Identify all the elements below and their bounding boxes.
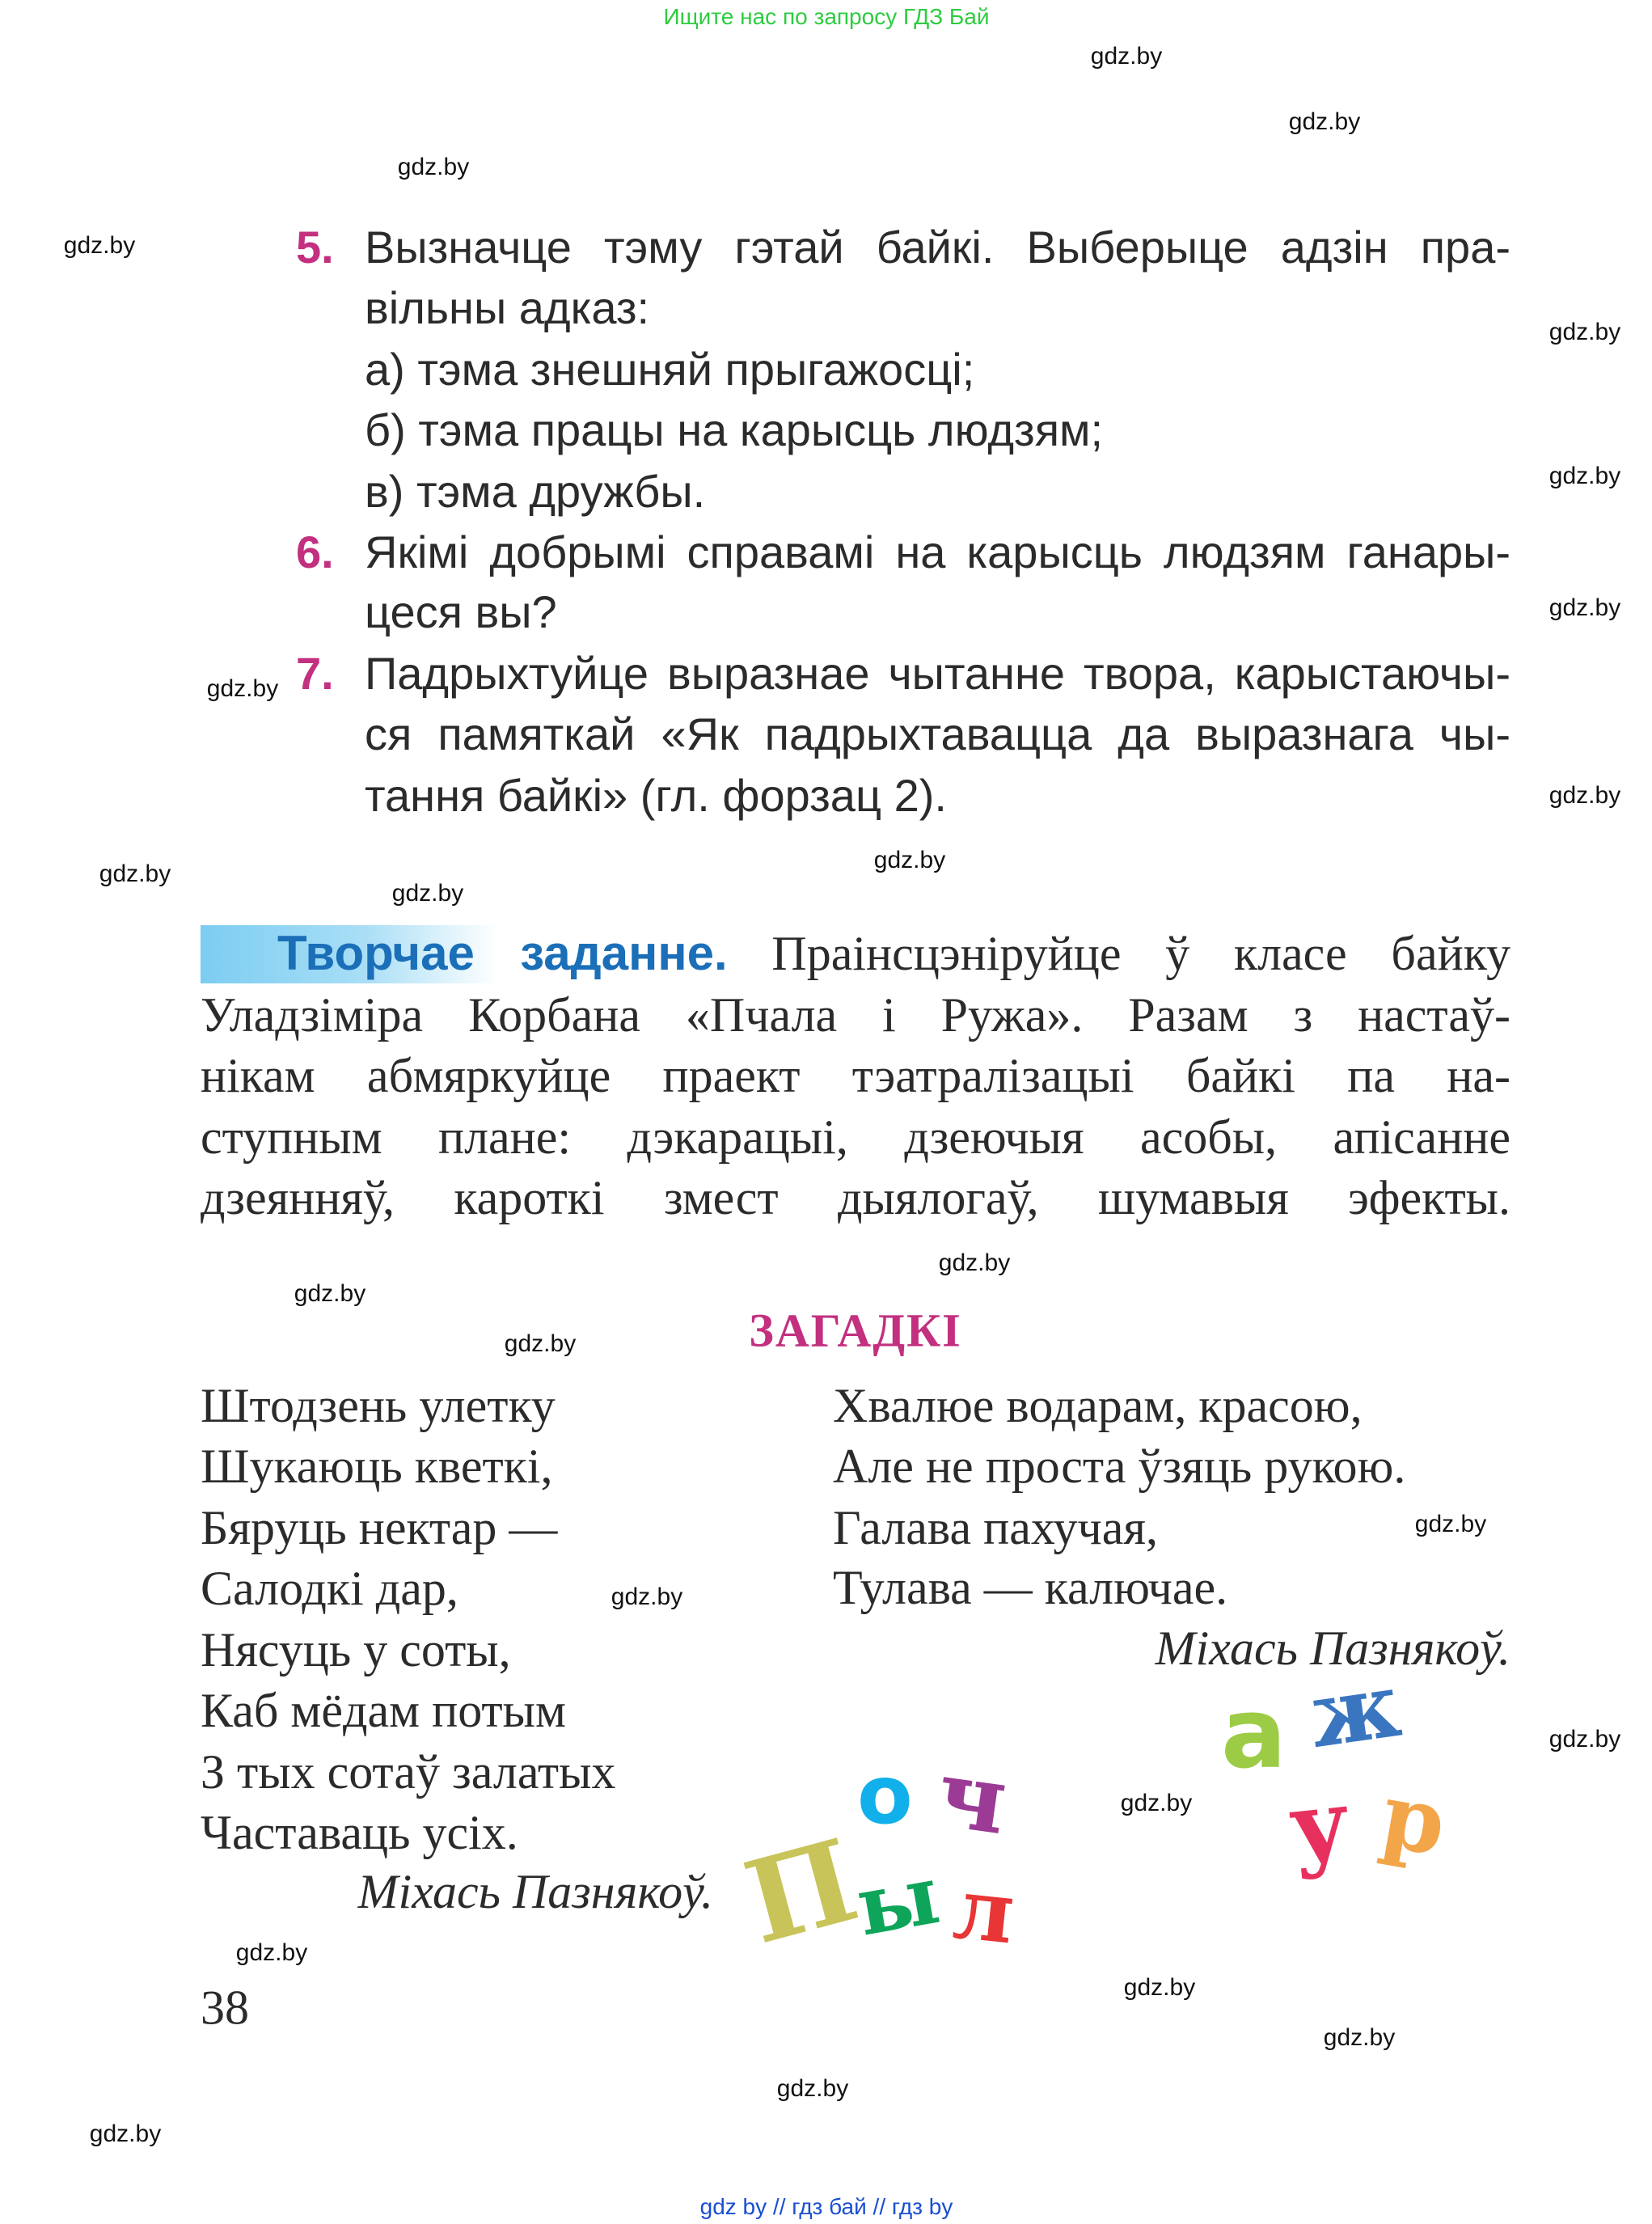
watermark: gdz.by — [1548, 1726, 1621, 1753]
watermark: gdz.by — [235, 1939, 308, 1966]
watermark: gdz.by — [1548, 319, 1621, 345]
watermark: gdz.by — [776, 2075, 849, 2102]
creative-task-label: Творчае заданне. — [277, 926, 728, 980]
question-text-line: Якімі добрымі справамі на карысць людзям ганары- — [365, 526, 1510, 577]
question-number: 5. — [296, 222, 334, 273]
answer-option-a: а) тэма знешняй прыгажосці; — [365, 344, 975, 395]
poem-author: Міхась Пазнякоў. — [1155, 1621, 1510, 1675]
letter-illustration: ч — [931, 1738, 1014, 1857]
watermark: gdz.by — [1123, 1974, 1196, 2001]
question-text-line: цеся вы? — [365, 586, 557, 637]
question-number: 7. — [296, 648, 334, 699]
watermark: gdz.by — [1548, 782, 1621, 809]
watermark: gdz.by — [873, 847, 946, 873]
watermark: gdz.by — [1288, 108, 1361, 135]
poem-line: Салодкі дар, — [201, 1562, 458, 1615]
creative-task-line — [201, 924, 1510, 983]
poem-line: Штодзень улетку — [201, 1379, 556, 1432]
watermark: gdz.by — [99, 860, 171, 887]
poem-line: Бяруць нектар — — [201, 1501, 558, 1554]
watermark: gdz.by — [1548, 594, 1621, 621]
letter-illustration: ы — [849, 1846, 946, 1955]
footer-links[interactable]: gdz by // гдз бай // гдз by — [699, 2194, 953, 2219]
answer-option-b: б) тэма працы на карысць людзям; — [365, 404, 1104, 455]
poem-line: Каб мёдам потым — [201, 1684, 566, 1737]
creative-task-line: нікам абмяркуйце праект тэатралізацыі байкі па на- — [201, 1049, 1510, 1102]
watermark: gdz.by — [1323, 2024, 1396, 2051]
watermark: gdz.by — [89, 2120, 162, 2147]
creative-task-line: дзеянняў, кароткі змест дыялогаў, шумавыя эфекты. — [201, 1171, 1510, 1224]
answer-option-c: в) тэма дружбы. — [365, 466, 706, 517]
poem-author: Міхась Пазнякоў. — [357, 1865, 713, 1918]
question-text-line: ся памяткай «Як падрыхтавацца да выразнага чы- — [365, 708, 1510, 759]
question-text-line: Падрыхтуйце выразнае чытанне твора, карыстаючы- — [365, 648, 1510, 699]
question-number: 6. — [296, 526, 334, 577]
watermark: gdz.by — [938, 1249, 1011, 1276]
poem-line: Частаваць усіх. — [201, 1806, 518, 1859]
watermark: gdz.by — [294, 1280, 366, 1307]
watermark: gdz.by — [397, 154, 470, 180]
promo-header-link[interactable]: Ищите нас по запросу ГДЗ Бай — [663, 4, 990, 29]
question-text-line: вільны адказ: — [365, 282, 650, 333]
watermark: gdz.by — [391, 880, 464, 907]
creative-task-line: ступным плане: дэкарацыі, дзеючыя асобы, апісанне — [201, 1110, 1510, 1164]
letter-illustration: л — [949, 1857, 1020, 1964]
watermark: gdz.by — [1120, 1790, 1193, 1816]
poem-line: Галава пахучая, — [833, 1501, 1158, 1554]
creative-task-text: Праінсцэніруйце ў класе байку — [771, 927, 1510, 980]
poem-line: Нясуць у соты, — [201, 1623, 511, 1676]
letter-illustration: П — [733, 1814, 871, 1971]
poem-line: Шукаюць кветкі, — [201, 1440, 553, 1493]
watermark: gdz.by — [1414, 1511, 1487, 1537]
creative-task-line: Уладзіміра Корбана «Пчала і Ружа». Разам з настаў- — [201, 988, 1510, 1042]
question-text-line: Вызначце тэму гэтай байкі. Выберыце адзін пра- — [365, 222, 1510, 273]
watermark: gdz.by — [1548, 463, 1621, 489]
letter-illustration: о — [857, 1748, 913, 1842]
letter-illustration: ж — [1303, 1651, 1407, 1769]
watermark: gdz.by — [611, 1583, 683, 1610]
question-text-line: тання байкі» (гл. форзац 2). — [365, 770, 947, 821]
poem-line: Хвалюе водарам, красою, — [833, 1379, 1363, 1432]
letter-illustration: у — [1284, 1768, 1355, 1884]
poem-line: Тулава — калючае. — [833, 1561, 1228, 1614]
watermark: gdz.by — [63, 232, 136, 259]
riddles-title: ЗАГАДКІ — [749, 1304, 962, 1357]
letter-illustration: р — [1374, 1762, 1454, 1876]
page-number: 38 — [201, 1981, 249, 2035]
poem-line: Але не проста ўзяць рукою. — [833, 1440, 1406, 1493]
watermark: gdz.by — [206, 675, 279, 702]
watermark: gdz.by — [1090, 43, 1163, 70]
poem-line: З тых сотаў залатых — [201, 1745, 616, 1799]
watermark: gdz.by — [504, 1330, 577, 1357]
letter-illustration: а — [1221, 1678, 1287, 1791]
